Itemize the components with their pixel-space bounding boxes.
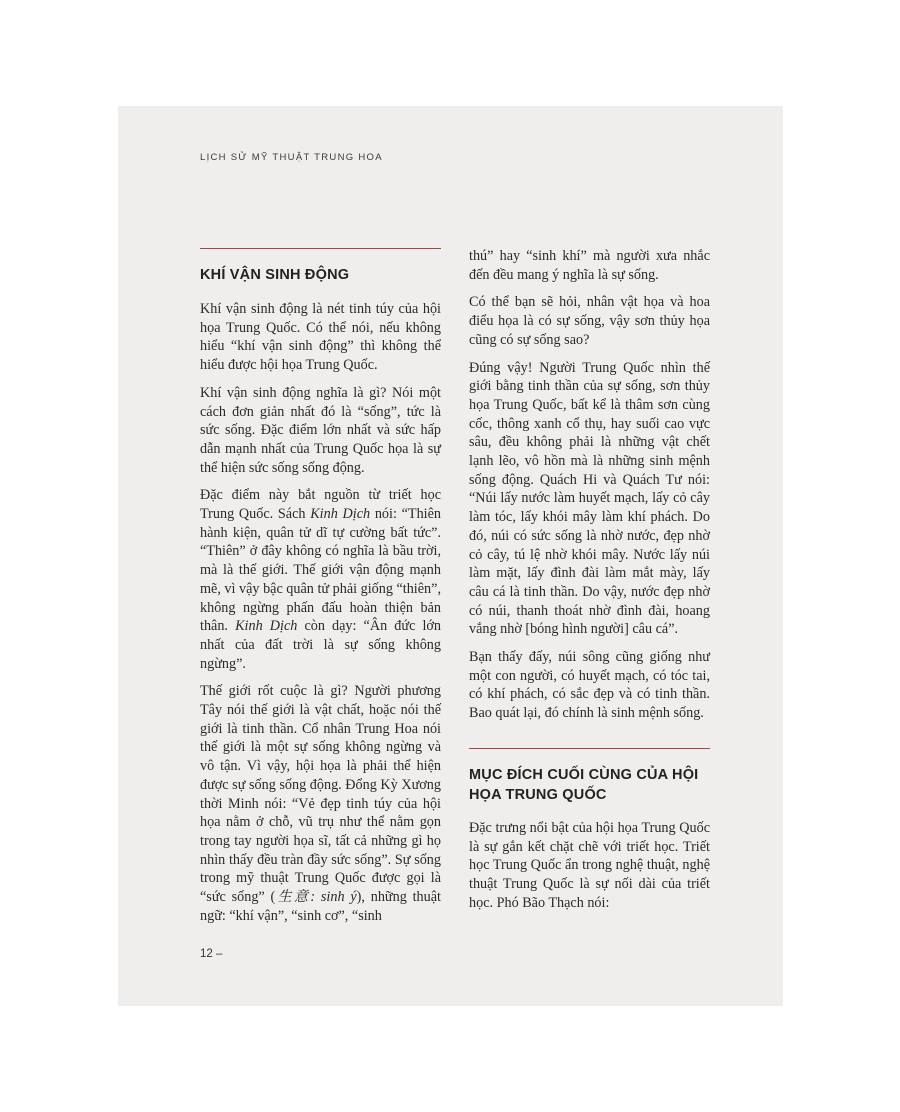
section-rule bbox=[469, 748, 710, 749]
section-heading-khi-van: KHÍ VẬN SINH ĐỘNG bbox=[200, 267, 350, 283]
paragraph-text: Thế giới rốt cuộc là gì? Người phương Tây nói thế giới là vật chất, hoặc nói thế giới là tinh thần. Cổ nhân Trung Hoa nói thế giới là một sự sống không ngừng và vô tận. Vì vậy, hội họa là phải thể hiện được sự sống sống động. Đổng Kỳ Xương thời Minh nói: “Vẻ đẹp tinh túy của hội họa nằm ở chỗ, vũ trụ như thể nằm gọn trong tay người họa sĩ, tất cả những gì họ nhìn thấy đều tràn đầy sức sống”. Sự sống trong mỹ thuật Trung Quốc được gọi là “sức sống” ( bbox=[200, 683, 441, 906]
paragraph bbox=[200, 486, 441, 673]
paragraph: Bạn thấy đấy, núi sông cũng giống như một con người, có huyết mạch, có tóc tai, có khí phách, có sắc đẹp và có tinh thần. Bao quát lại, đó chính là sinh mệnh sống. bbox=[469, 649, 710, 722]
paragraph-text: nói: “Thiên hành kiện, quân tử dĩ tự cường bất tức”. “Thiên” ở đây không có nghĩa là bầu trời, mà là thế giới. Thế giới vận động mạnh mẽ, vì vậy bậc quân tử phải giống “thiên”, không ngừng phấn đấu hoàn thiện bản thân. bbox=[200, 506, 442, 635]
hanzi-term: 生意: sinh ý bbox=[275, 889, 357, 906]
page-number: 12 – bbox=[200, 948, 223, 960]
paragraph: thú” hay “sinh khí” mà người xưa nhắc đến đều mang ý nghĩa là sự sống. bbox=[469, 248, 710, 283]
book-title: Kinh Dịch bbox=[235, 618, 298, 635]
paragraph-text: còn dạy: “Ân đức lớn nhất của đất trời là sự sống không ngừng”. bbox=[200, 618, 442, 672]
paragraph: Đúng vậy! Người Trung Quốc nhìn thế giới bằng tinh thần của sự sống, sơn thủy họa Trung Quốc, bất kể là thâm sơn cùng cốc, thông xanh cổ thụ, hay suối cao vực sâu, đều không phải là những vật chết lạnh lẽo, vô hồn mà là những sinh mệnh sống động. Quách Hi và Quách Tư nói: “Núi lấy nước làm huyết mạch, lấy cỏ cây làm tóc, lấy khói mây làm khí phách. Do đó, núi có sức sống là nhờ nước, đẹp nhờ cỏ cây, tú lệ nhờ khói mây. Nước lấy núi làm mặt, lấy đình đài làm mắt mày, lấy câu cá là tinh thần. Do vậy, nước đẹp nhờ có núi, thanh thoát nhờ đình đài, hoang vắng nhờ [bóng hình người] câu cá”. bbox=[469, 359, 710, 638]
section-rule bbox=[200, 248, 441, 249]
section-heading-muc-dich: MỤC ĐÍCH CUỐI CÙNG CỦA HỘI HỌA TRUNG QUỐC bbox=[469, 766, 699, 803]
paragraph-text: ), những thuật ngữ: “khí vận”, “sinh cơ”, “sinh bbox=[200, 889, 441, 924]
right-column bbox=[469, 247, 710, 921]
left-column bbox=[200, 248, 441, 935]
paragraph: Khí vận sinh động nghĩa là gì? Nói một cách đơn giản nhất đó là “sống”, tức là sức sống. Đặc điểm lớn nhất và sức hấp dẫn mạnh nhất của Trung Quốc họa là sự thể hiện sức sống sống động. bbox=[200, 384, 441, 476]
paragraph: Đặc trưng nổi bật của hội họa Trung Quốc là sự gắn kết chặt chẽ với triết học. Triết học Trung Quốc ẩn trong nghệ thuật, nghệ thuật Trung Quốc là sự nối dài của triết học. Phó Bão Thạch nói: bbox=[469, 819, 710, 911]
paragraph-text: Đặc điểm này bắt nguồn từ triết học Trung Quốc. Sách bbox=[200, 487, 441, 523]
book-page bbox=[118, 106, 783, 1006]
paragraph: Có thể bạn sẽ hỏi, nhân vật họa và hoa điểu họa là có sự sống, vậy sơn thủy họa cũng có sự sống sao? bbox=[469, 294, 710, 348]
book-title: Kinh Dịch bbox=[310, 506, 371, 523]
running-header: LỊCH SỬ MỸ THUẬT TRUNG HOA bbox=[200, 152, 383, 163]
paragraph: Khí vận sinh động là nét tinh túy của hội họa Trung Quốc. Có thể nói, nếu không hiểu “khí vận sinh động” thì không thể hiểu được hội họa Trung Quốc. bbox=[200, 301, 441, 374]
paragraph bbox=[200, 682, 441, 925]
